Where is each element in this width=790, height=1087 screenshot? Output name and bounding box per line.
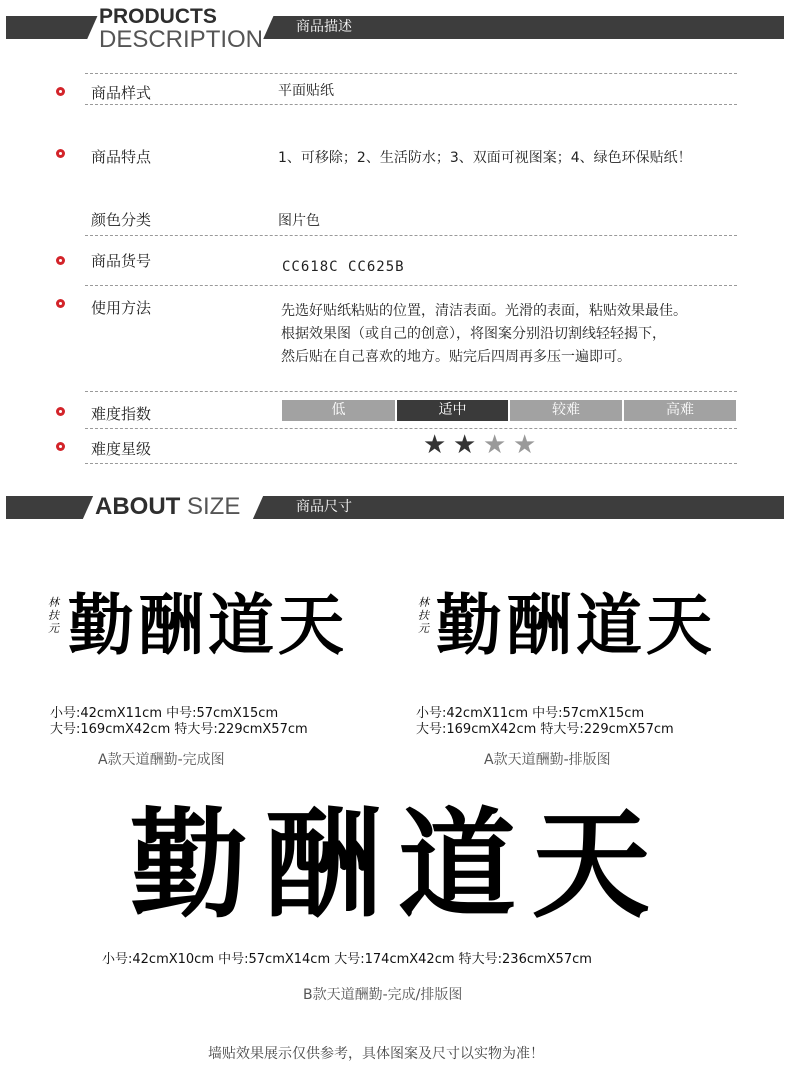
about-heading	[95, 493, 240, 521]
divider	[85, 285, 737, 286]
size-line: 小号:42cmX11cm 中号:57cmX15cm	[416, 706, 645, 721]
star-empty-icon: ★	[483, 430, 507, 460]
about-word: ABOUT	[95, 493, 181, 520]
bullet-icon	[56, 256, 65, 265]
caption-a-complete: A款天道酬勤-完成图	[98, 752, 225, 768]
size-line-b: 小号:42cmX10cm 中号:57cmX14cm 大号:174cmX42cm 特大号:236cmX57cm	[102, 952, 592, 967]
caption-a-layout: A款天道酬勤-排版图	[484, 752, 611, 768]
divider	[85, 428, 737, 429]
star-empty-icon: ★	[513, 430, 537, 460]
products-heading: PRODUCTS	[99, 5, 217, 28]
sku-label: 商品货号	[91, 252, 152, 270]
difficulty-label: 难度指数	[91, 405, 152, 423]
color-label: 颜色分类	[91, 211, 152, 229]
usage-label: 使用方法	[91, 299, 152, 317]
usage-line: 根据效果图（或自己的创意），将图案分别沿切割线轻轻揭下，	[281, 326, 666, 342]
size-word: SIZE	[187, 493, 241, 520]
calligraphy-a-layout: 勤酬道天	[436, 586, 716, 664]
size-line: 小号:42cmX11cm 中号:57cmX15cm	[50, 706, 279, 721]
feature-value: 1、可移除；2、生活防水；3、双面可视图案；4、绿色环保贴纸！	[278, 150, 692, 166]
sku-value: CC618C CC625B	[282, 259, 405, 275]
star-filled-icon: ★	[423, 430, 447, 460]
calligraphy-a-complete: 勤酬道天	[68, 586, 348, 664]
divider	[85, 104, 737, 105]
usage-line: 然后贴在自己喜欢的地方。贴完后四周再多压一遍即可。	[281, 349, 631, 365]
seal-signature: 林扶元	[418, 596, 429, 635]
caption-b: B款天道酬勤-完成/排版图	[303, 987, 463, 1003]
description-cn-title: 商品描述	[296, 19, 352, 35]
divider	[85, 463, 737, 464]
divider	[85, 73, 737, 74]
seal-signature: 林扶元	[48, 596, 59, 635]
style-label: 商品样式	[91, 84, 152, 102]
difficulty-low: 低	[282, 400, 395, 421]
size-line: 大号:169cmX42cm 特大号:229cmX57cm	[50, 722, 308, 737]
difficulty-medium: 适中	[397, 400, 508, 421]
bullet-icon	[56, 407, 65, 416]
style-value: 平面贴纸	[278, 83, 334, 99]
stars-label: 难度星级	[91, 440, 152, 458]
footer-note: 墙贴效果展示仅供参考，具体图案及尺寸以实物为准！	[208, 1046, 544, 1062]
feature-label: 商品特点	[91, 148, 152, 166]
color-value: 图片色	[278, 213, 320, 229]
star-filled-icon: ★	[453, 430, 477, 460]
calligraphy-b: 勤酬道天	[130, 795, 667, 934]
difficulty-very-hard: 高难	[624, 400, 736, 421]
description-heading: DESCRIPTION	[99, 26, 264, 53]
bullet-icon	[56, 149, 65, 158]
divider	[85, 391, 737, 392]
difficulty-hard: 较难	[510, 400, 622, 421]
divider	[85, 235, 737, 236]
bullet-icon	[56, 299, 65, 308]
usage-line: 先选好贴纸粘贴的位置，清洁表面。光滑的表面，粘贴效果最佳。	[281, 303, 687, 319]
bullet-icon	[56, 442, 65, 451]
bullet-icon	[56, 87, 65, 96]
size-line: 大号:169cmX42cm 特大号:229cmX57cm	[416, 722, 674, 737]
usage-text	[281, 300, 687, 369]
size-cn-title: 商品尺寸	[296, 499, 352, 515]
